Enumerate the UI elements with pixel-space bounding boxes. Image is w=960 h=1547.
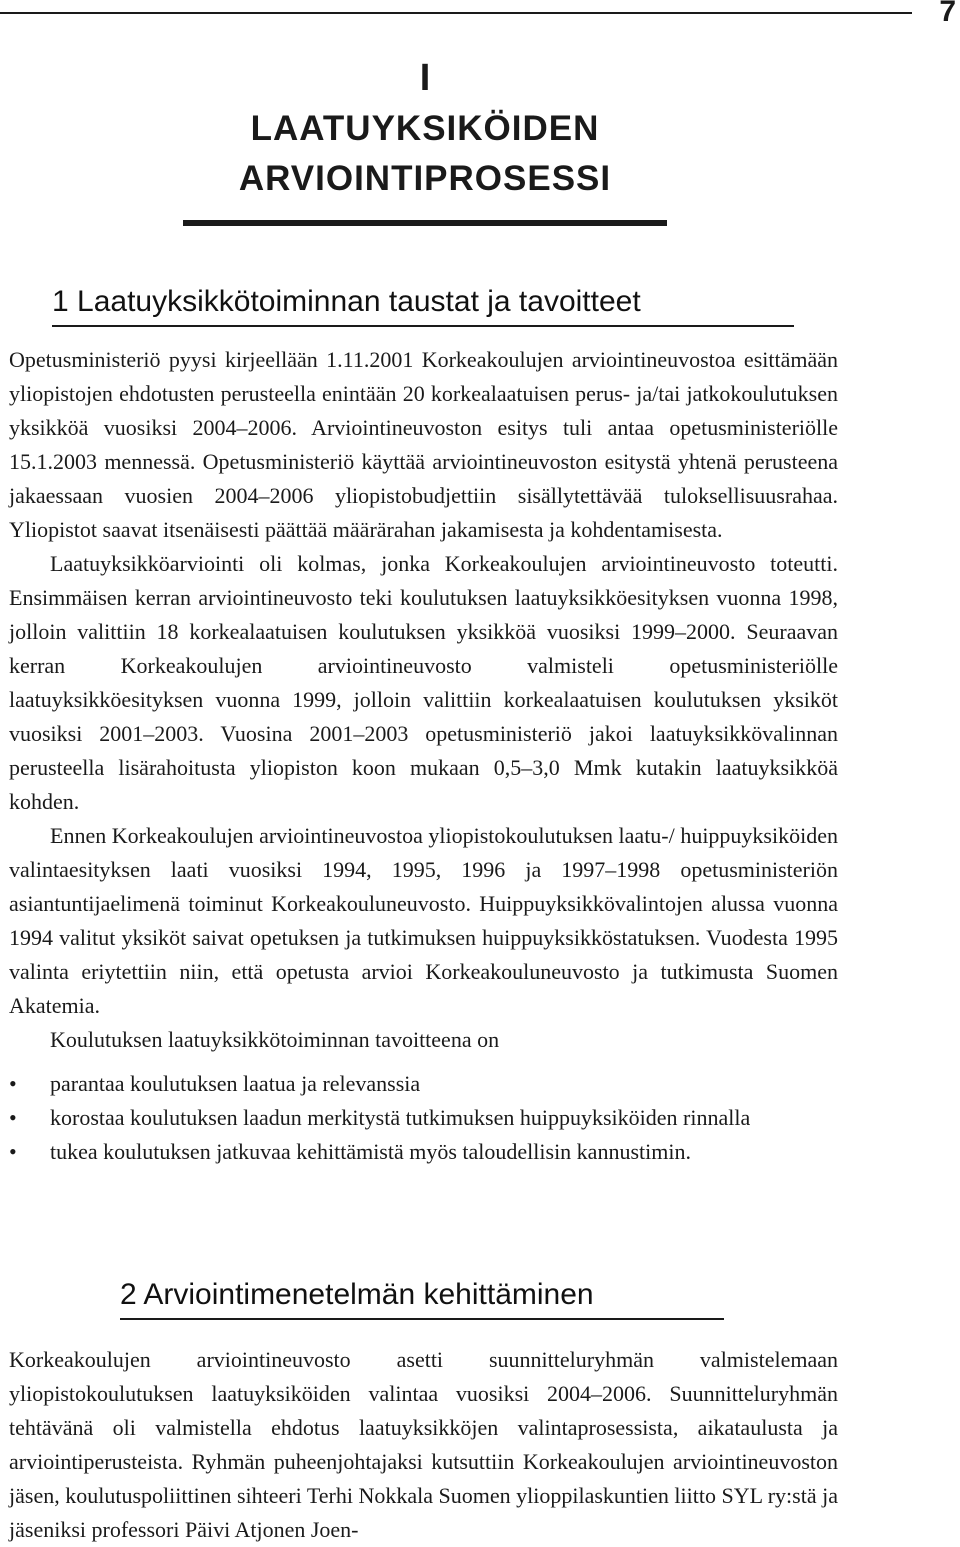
goals-list [9,1067,838,1169]
paragraph: Korkeakoulujen arviointineuvosto asetti suunnitteluryhmän valmistelemaan yliopistokoulutuksen laatuyksiköiden valintaa vuosiksi 2004–2006. Suunnitteluryhmän tehtävänä oli valmistella ehdotus laatuyksikköjen valintaprosessista, aikataulusta ja arviointiperusteista. Ryhmän puheenjohtajaksi kutsuttiin Korkeakoulujen arviointineuvoston jäsen, koulutuspoliittinen sihteeri Terhi Nokkala Suomen ylioppilaskuntien liitto SYL ry:stä ja jäseniksi professori Päivi Atjonen Joen- [9,1347,838,1542]
page-number: 7 [939,0,956,28]
part-title-block [180,52,670,226]
section-heading-1: 1 Laatuyksikkötoiminnan taustat ja tavoitteet [52,283,794,327]
header-rule [0,12,912,14]
paragraph: Ennen Korkeakoulujen arviointineuvostoa yliopistokoulutuksen laatu-/ huippuyksiköiden valintaesityksen laati vuosiksi 1994, 1995, 1996 ja 1997–1998 opetusministeriön asiantuntijaelimenä toiminut Korkeakouluneuvosto. Huippuyksikkövalintojen alussa vuonna 1994 valitut yksiköt saivat opetuksen ja tutkimuksen huippuyksikköstatuksen. Vuodesta 1995 valinta eriytettiin niin, että opetusta arvioi Korkeakouluneuvosto ja tutkimusta Suomen Akatemia. [9,823,838,1018]
paragraph: Opetusministeriö pyysi kirjeellään 1.11.2001 Korkeakoulujen arviointineuvostoa esittämään yliopistojen ehdotusten perusteella enintään 20 korkealaatuisen perus- ja/tai jatkokoulutuksen yksikköä vuosiksi 2004–2006. Arviointineuvoston esitys tuli antaa opetusministeriölle 15.1.2003 mennessä. Opetusministeriö käyttää arviointineuvoston esitystä yhtenä perusteena jakaessaan vuosien 2004–2006 yliopistobudjettiin sisällytettävää tuloksellisuusrahaa. Yliopistot saavat itsenäisesti päättää määrärahan jakamisesta ja kohdentamisesta. [9,347,838,542]
part-title-rule [183,220,667,226]
part-title-line-1: LAATUYKSIKÖIDEN [250,109,600,148]
bullet-icon: • [9,1105,17,1130]
bullet-icon: • [9,1139,17,1164]
section-heading-2: 2 Arviointimenetelmän kehittäminen [120,1276,724,1320]
bullet-icon: • [9,1071,17,1096]
paragraph: Koulutuksen laatuyksikkötoiminnan tavoitteena on [50,1027,500,1052]
list-item [9,1101,838,1135]
list-item-text: tukea koulutuksen jatkuvaa kehittämistä myös taloudellisin kannustimin. [50,1139,691,1164]
list-item-text: parantaa koulutuksen laatua ja relevanssia [50,1071,421,1096]
section-2-body [9,1343,838,1547]
list-item-text: korostaa koulutuksen laadun merkitystä tutkimuksen huippuyksiköiden rinnalla [50,1105,751,1130]
section-1-body [9,343,838,1169]
part-number: I [419,57,431,99]
list-item [9,1135,838,1169]
part-title-line-2: ARVIOINTIPROSESSI [238,159,612,198]
paragraph: Laatuyksikköarviointi oli kolmas, jonka Korkeakoulujen arviointineuvosto toteutti. Ensimmäisen kerran arviointineuvosto teki koulutuksen laatuyksikköesityksen vuonna 1998, jolloin valittiin 18 korkealaatuisen koulutuksen yksikköä vuosiksi 1999–2000. Seuraavan kerran Korkeakoulujen arviointineuvosto valmisteli opetusministeriölle laatuyksikköesityksen vuonna 1999, jolloin valittiin korkealaatuisen koulutuksen yksiköt vuosiksi 2001–2003. Vuosina 2001–2003 opetusministeriö jakoi laatuyksikkövalinnan perusteella lisärahoitusta yliopiston koon mukaan 0,5–3,0 Mmk kutakin laatuyksikköä kohden. [9,551,838,814]
list-item [9,1067,838,1101]
